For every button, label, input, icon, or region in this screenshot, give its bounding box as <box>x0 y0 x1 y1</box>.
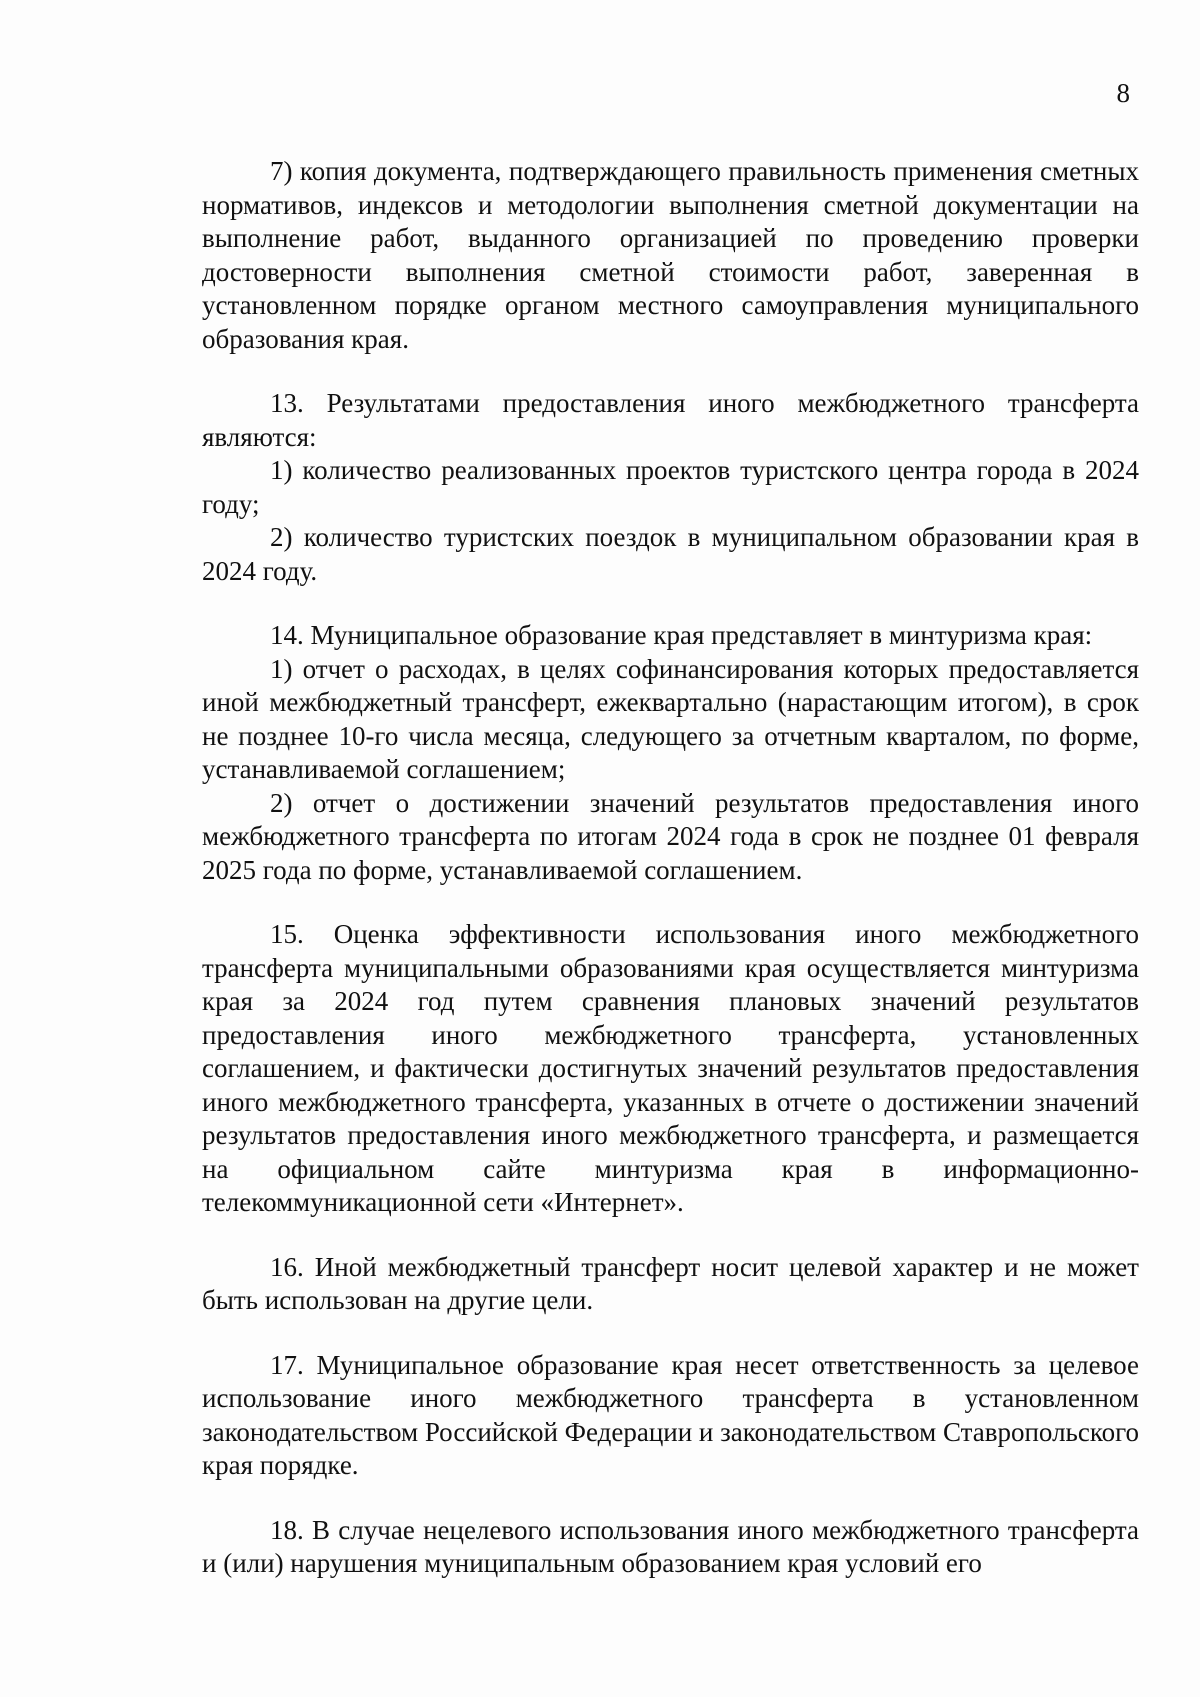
paragraph-section-14-item-2: 2) отчет о достижении значений результатов предоставления иного межбюджетного трансферта по итогам 2024 года в срок не позднее 01 февраля 2025 года по форме, устанавливаемой соглашением. <box>202 787 1139 885</box>
paragraph-section-14: 14. Муниципальное образование края представляет в минтуризма края: <box>270 620 1093 650</box>
document-body <box>202 155 1139 1581</box>
paragraph-item-7: 7) копия документа, подтверждающего правильность применения сметных нормативов, индексов и методологии выполнения сметной документации на выполнение работ, выданного организацией по проведению проверки достоверности выполнения сметной стоимости работ, заверенная в установленном порядке органом местного самоуправления муниципального образования края. <box>202 156 1139 354</box>
page-number: 8 <box>1116 78 1130 108</box>
paragraph-section-17: 17. Муниципальное образование края несет ответственность за целевое использование иного межбюджетного трансферта в установленном законодательством Российской Федерации и законодательством Ставропольского края порядке. <box>202 1349 1139 1480</box>
paragraph-section-13-item-2: 2) количество туристских поездок в муниципальном образовании края в 2024 году. <box>202 522 1139 586</box>
paragraph-section-13: 13. Результатами предоставления иного межбюджетного трансферта являются: <box>202 388 1139 452</box>
paragraph-section-14-item-1: 1) отчет о расходах, в целях софинансирования которых предоставляется иной межбюджетный трансферт, ежеквартально (нарастающим итогом), в срок не позднее 10-го числа месяца, следующего за отчетным кварталом, по форме, устанавливаемой соглашением; <box>202 653 1139 784</box>
paragraph-section-16: 16. Иной межбюджетный трансферт носит целевой характер и не может быть использован на другие цели. <box>202 1251 1139 1315</box>
paragraph-section-15: 15. Оценка эффективности использования иного межбюджетного трансферта муниципальными образованиями края осуществляется минтуризма края за 2024 год путем сравнения плановых значений результатов предоставления иного межбюджетного трансферта, установленных соглашением, и фактически достигнутых значений результатов предоставления иного межбюджетного трансферта, указанных в отчете о достижении значений результатов предоставления иного межбюджетного трансферта, и размещается на официальном сайте минтуризма края в информационно-телекоммуникационной сети «Интернет». <box>202 919 1139 1217</box>
paragraph-section-18: 18. В случае нецелевого использования иного межбюджетного трансферта и (или) нарушения муниципальным образованием края условий его <box>202 1514 1139 1578</box>
paragraph-section-13-item-1: 1) количество реализованных проектов туристского центра города в 2024 году; <box>202 455 1139 519</box>
